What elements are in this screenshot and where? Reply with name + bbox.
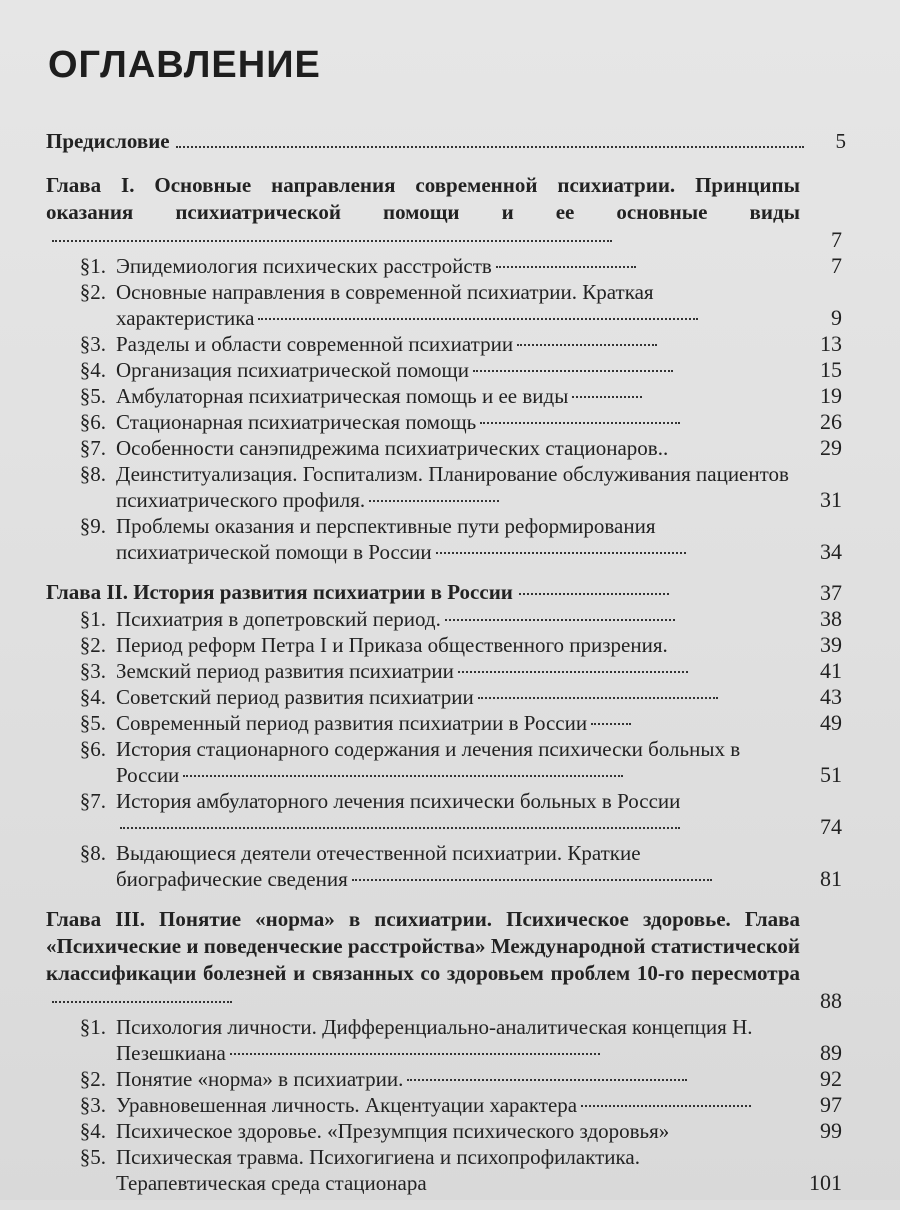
dot-leader (183, 775, 623, 777)
section-title: История амбулаторного лечения психически больных в России (116, 789, 681, 813)
section-title: Психиатрия в допетровский период. (116, 607, 441, 631)
toc-entry (46, 409, 846, 435)
page-number: 38 (820, 606, 842, 631)
section-number: §6. (79, 737, 106, 761)
section-title: Особенности санэпидрежима психиатрических стационаров.. (116, 436, 669, 460)
section-title: История стационарного содержания и лечения психически больных в России (116, 737, 741, 787)
dot-leader (352, 879, 712, 881)
dot-leader (52, 240, 612, 242)
toc-entry (46, 1118, 846, 1144)
toc-entry (46, 710, 846, 736)
page-number: 49 (820, 710, 842, 735)
section-title: Советский период развития психиатрии (116, 685, 474, 709)
dot-leader (572, 396, 642, 398)
section-number: §1. (79, 254, 106, 278)
page-number: 19 (820, 383, 842, 408)
toc-entry (46, 435, 846, 461)
dot-leader (517, 344, 657, 346)
toc-entry (46, 461, 846, 513)
section-title: Проблемы оказания и перспективные пути реформирования психиатрической помощи в России (116, 514, 656, 564)
dot-leader (581, 1105, 751, 1107)
section-title: Выдающиеся деятели отечественной психиатрии. Краткие биографические сведения (116, 841, 641, 891)
page-number: 89 (820, 1040, 842, 1065)
section-number: §7. (79, 789, 106, 813)
section-number: §5. (79, 1145, 106, 1169)
page-number: 99 (820, 1118, 842, 1143)
section-title: Период реформ Петра I и Приказа общественного призрения. (116, 633, 668, 657)
dot-leader (458, 671, 688, 673)
section-number: §4. (79, 358, 106, 382)
section-title: Уравновешенная личность. Акцентуации характера (116, 1093, 578, 1117)
toc-entry (46, 1014, 846, 1066)
dot-leader (480, 422, 680, 424)
page-number: 31 (820, 487, 842, 512)
chapter-title (46, 579, 846, 606)
section-number: §1. (79, 607, 106, 631)
section-number: §3. (79, 332, 106, 356)
section-title: Понятие «норма» в психиатрии. (116, 1067, 404, 1091)
chapter-title-text: Глава II. История развития психиатрии в России (46, 580, 513, 604)
page-number: 9 (831, 305, 842, 330)
section-number: §8. (79, 462, 106, 486)
section-title: Организация психиатрической помощи (116, 358, 469, 382)
section-number: §8. (79, 841, 106, 865)
toc-entry (46, 383, 846, 409)
chapter-3 (46, 906, 846, 1196)
dot-leader (445, 619, 675, 621)
page-number: 43 (820, 684, 842, 709)
page-number: 37 (820, 580, 842, 605)
section-number: §9. (79, 514, 106, 538)
section-number: §3. (79, 659, 106, 683)
toc-entry (46, 632, 846, 658)
section-number: §6. (79, 410, 106, 434)
toc-preface (46, 126, 846, 156)
chapter-title (46, 172, 846, 253)
dot-leader (369, 500, 499, 502)
dot-leader (519, 593, 669, 595)
section-title: Эпидемиология психических расстройств (116, 254, 492, 278)
toc-entry (46, 1144, 846, 1196)
page-number: 15 (820, 357, 842, 382)
toc-entry (46, 1066, 846, 1092)
section-title: Психическое здоровье. «Презумпция психического здоровья» (116, 1119, 670, 1143)
toc-entry (46, 684, 846, 710)
page-number: 5 (835, 129, 846, 153)
page-number: 39 (820, 632, 842, 657)
section-number: §2. (79, 633, 106, 657)
dot-leader (478, 697, 718, 699)
page-number: 74 (820, 814, 842, 839)
section-title: Психическая травма. Психогигиена и психопрофилактика. Терапевтическая среда стационара (116, 1145, 641, 1195)
dot-leader (176, 126, 804, 148)
table-of-contents (46, 126, 846, 1210)
page-number: 92 (820, 1066, 842, 1091)
chapter-2 (46, 579, 846, 892)
page-number: 97 (820, 1092, 842, 1117)
chapter-1 (46, 172, 846, 565)
section-number: §5. (79, 384, 106, 408)
section-title: Деинституализация. Госпитализм. Планирование обслуживания пациентов психиатрического профиля. (116, 462, 789, 512)
toc-entry (46, 658, 846, 684)
page-number: 29 (820, 435, 842, 460)
chapter-title-text: Глава III. Понятие «норма» в психиатрии. Психическое здоровье. Глава «Психические и поведенческие расстройства» Международной статистической классификации болезней и связанных со здоровьем проблем 10-го пересмотра (46, 907, 800, 985)
toc-entry (46, 513, 846, 565)
section-title: Разделы и области современной психиатрии (116, 332, 514, 356)
page-number: 7 (831, 253, 842, 278)
page-number: 41 (820, 658, 842, 683)
section-title: Психология личности. Дифференциально-аналитическая концепция Н. Пезешкиана (116, 1015, 753, 1065)
chapter-title (46, 906, 846, 1014)
dot-leader (407, 1079, 687, 1081)
dot-leader (496, 266, 636, 268)
page-number: 26 (820, 409, 842, 434)
toc-entry (46, 840, 846, 892)
toc-entry (46, 357, 846, 383)
toc-entry (46, 788, 846, 840)
dot-leader (473, 370, 673, 372)
dot-leader (120, 827, 680, 829)
toc-entry (46, 253, 846, 279)
section-number: §2. (79, 280, 106, 304)
page-number: 88 (820, 988, 842, 1013)
section-number: §3. (79, 1093, 106, 1117)
chapter-title-text: Глава I. Основные направления современной психиатрии. Принципы оказания психиатрической помощи и ее основные виды (46, 173, 800, 224)
section-number: §1. (79, 1015, 106, 1039)
dot-leader (436, 552, 686, 554)
section-title: Стационарная психиатрическая помощь (116, 410, 477, 434)
section-title: Основные направления в современной психиатрии. Краткая характеристика (116, 280, 654, 330)
section-title: Земский период развития психиатрии (116, 659, 454, 683)
section-number: §4. (79, 1119, 106, 1143)
section-number: §5. (79, 711, 106, 735)
toc-heading: ОГЛАВЛЕНИЕ (48, 44, 321, 86)
page-number: 13 (820, 331, 842, 356)
dot-leader (52, 1001, 232, 1003)
page-number: 81 (820, 866, 842, 891)
page-number: 7 (831, 227, 842, 252)
toc-entry (46, 606, 846, 632)
toc-entry (46, 736, 846, 788)
dot-leader (258, 318, 698, 320)
dot-leader (591, 723, 631, 725)
section-title: Современный период развития психиатрии в России (116, 711, 588, 735)
section-number: §7. (79, 436, 106, 460)
page-number: 51 (820, 762, 842, 787)
preface-label: Предисловие (46, 129, 170, 153)
page-number: 34 (820, 539, 842, 564)
toc-entry (46, 331, 846, 357)
section-number: §4. (79, 685, 106, 709)
page-number: 101 (809, 1170, 842, 1195)
toc-entry (46, 279, 846, 331)
section-title: Амбулаторная психиатрическая помощь и ее виды (116, 384, 569, 408)
dot-leader (230, 1053, 600, 1055)
toc-entry (46, 1092, 846, 1118)
section-number: §2. (79, 1067, 106, 1091)
